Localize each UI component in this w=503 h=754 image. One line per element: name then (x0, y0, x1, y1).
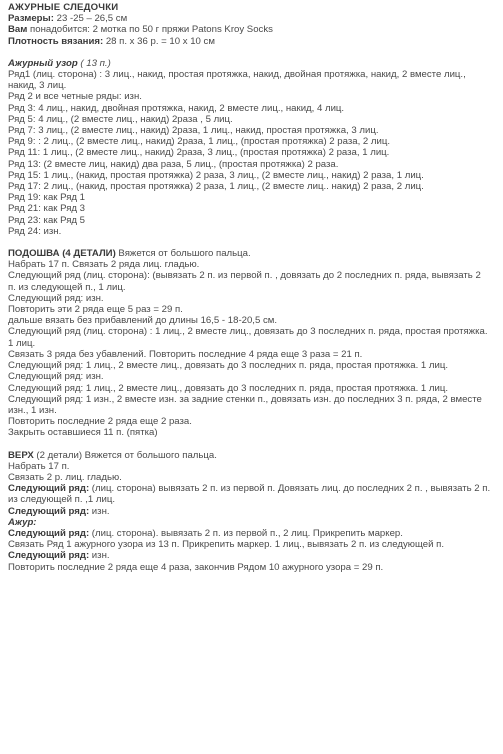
sole-heading (8, 248, 491, 259)
lace-line: Ряд 23: как Ряд 5 (8, 214, 86, 226)
lace-line: Ряд 5: 4 лиц., (2 вместе лиц., накид) 2раза , 5 лиц. (8, 113, 233, 125)
top-line: Связать Ряд 1 ажурного узора из 13 п. Прикрепить маркер. 1 лиц., вывязать 2 п. из следующей п. (8, 539, 445, 551)
spacer (8, 439, 491, 450)
lace-line: Ряд 7: 3 лиц., (2 вместе лиц., накид) 2раза, 1 лиц., накид, простая протяжка, 3 лиц. (8, 125, 379, 137)
sole-line: Следующий ряд (лиц. сторона): (вывязать 2 п. из первой п. , довязать до 2 последних п. ряда, вывязать 2 п. из следующей п., 1 лиц. (8, 270, 481, 293)
row-text: (лиц. сторона) вывязать 2 п. из первой п. Довязать лиц. до последних 2 п. , вывязать 2 п. из следующей п. ,1 лиц. (8, 483, 491, 506)
top-line: Связать 2 р. лиц. гладью. (8, 471, 122, 483)
sole-line: Повторить эти 2 ряда еще 5 раз = 29 п. (8, 304, 183, 316)
row-label: Следующий ряд: (8, 483, 90, 495)
top-last-line: Повторить последние 2 ряда еще 4 раза, закончив Рядом 10 ажурного узора = 29 п. (8, 561, 384, 573)
row-label: Следующий ряд: (8, 527, 90, 539)
document-title: АЖУРНЫЕ СЛЕДОЧКИ (8, 2, 119, 13)
top-row-1 (8, 483, 491, 505)
lace-line: Ряд 21: как Ряд 3 (8, 203, 86, 215)
lace-label: Ажур: (8, 516, 37, 528)
sole-line: Следующий ряд: изн. (8, 371, 104, 383)
lace-line: Ряд 19: как Ряд 1 (8, 192, 86, 204)
row-text: (лиц. сторона). вывязать 2 п. из первой п., 2 лиц. Прикрепить маркер. (89, 527, 403, 539)
lace-line: Ряд 15: 1 лиц., (накид, простая протяжка) 2 раза, 3 лиц., (2 вместе лиц., накид) 2 раза, 1 лиц. (8, 169, 424, 181)
sole-line: Следующий ряд (лиц. сторона) : 1 лиц., 2 вместе лиц., довязать до 3 последних п. ряда, простая протяжка. 1 лиц. (8, 326, 488, 349)
top-row-3 (8, 528, 491, 539)
top-heading-suffix: (2 детали) Вяжется от большого пальца. (33, 449, 217, 461)
spacer (8, 237, 491, 248)
row-label: Следующий ряд: (8, 550, 90, 562)
spec-value: понадобится: 2 мотка по 50 г пряжи Patons Kroy Socks (27, 24, 273, 36)
top-heading (8, 450, 491, 461)
top-heading-label: ВЕРХ (8, 449, 34, 461)
lace-line: Ряд 17: 2 лиц., (накид, простая протяжка) 2 раза, 1 лиц., (2 вместе лиц.. накид) 2 раза, 2 лиц. (8, 181, 424, 193)
sole-line: Связать 3 ряда без убавлений. Повторить последние 4 ряда еще 3 раза = 21 п. (8, 348, 363, 360)
lace-heading-suffix: ( 13 п.) (77, 57, 111, 69)
lace-heading (8, 58, 491, 69)
lace-line: Ряд 24: изн. (8, 225, 62, 237)
sole-heading-suffix: Вяжется от большого пальца. (115, 248, 251, 260)
top-lace-label (8, 517, 491, 528)
sole-heading-label: ПОДОШВА (4 ДЕТАЛИ) (8, 248, 116, 260)
sole-line: Следующий ряд: 1 изн., 2 вместе изн. за задние стенки п., довязать изн. до последних 3 п. ряда, 2 вместе изн., 1 изн. (8, 393, 482, 416)
spec-label: Вам (8, 24, 28, 36)
row-text: изн. (89, 505, 110, 517)
sole-line: дальше вязать без прибавлений до длины 16,5 - 18-20,5 см. (8, 315, 278, 327)
top-row-2 (8, 506, 491, 517)
lace-line: Ряд1 (лиц. сторона) : 3 лиц., накид, простая протяжка, накид, двойная протяжка, накид, 2 вместе лиц., накид, 3 лиц. (8, 69, 466, 92)
spec-value: 23 -25 – 26,5 см (53, 13, 128, 25)
sole-line: Следующий ряд: 1 лиц., 2 вместе лиц., довязать до 3 последних п. ряда, простая протяжка. 1 лиц. (8, 382, 449, 394)
row-label: Следующий ряд: (8, 505, 90, 517)
lace-line: Ряд 3: 4 лиц., накид, двойная протяжка, накид, 2 вместе лиц., накид, 4 лиц. (8, 102, 345, 114)
sole-line: Следующий ряд: 1 лиц., 2 вместе лиц., довязать до 3 последних п. ряда, простая протяжка. 1 лиц. (8, 360, 449, 372)
spec-gauge (8, 36, 491, 47)
spec-value: 28 п. х 36 р. = 10 х 10 см (103, 35, 215, 47)
spec-label: Размеры: (8, 13, 54, 25)
row-text: изн. (89, 550, 110, 562)
lace-heading-label: Ажурный узор (8, 57, 78, 69)
top-line: Набрать 17 п. (8, 460, 70, 472)
top-row-4 (8, 550, 491, 561)
sole-line: Следующий ряд: изн. (8, 292, 104, 304)
spec-materials (8, 24, 491, 35)
spacer (8, 47, 491, 58)
lace-line: Ряд 13: (2 вместе лиц, накид) два раза, 5 лиц., (простая протяжка) 2 раза. (8, 158, 339, 170)
lace-line: Ряд 2 и все четные ряды: изн. (8, 91, 142, 103)
sole-line: Повторить последние 2 ряда еще 2 раза. (8, 416, 192, 428)
lace-line: Ряд 9: : 2 лиц., (2 вместе лиц., накид) 2раза, 1 лиц., (простая протяжка) 2 раза, 2 лиц. (8, 136, 391, 148)
spec-size (8, 13, 491, 24)
sole-line: Набрать 17 п. Связать 2 ряда лиц. гладью. (8, 259, 200, 271)
sole-line: Закрыть оставшиеся 11 п. (пятка) (8, 427, 158, 439)
spec-label: Плотность вязания: (8, 35, 104, 47)
lace-line: Ряд 11: 1 лиц., (2 вместе лиц., накид) 2раза, 3 лиц., (простая протяжка) 2 раза, 1 лиц. (8, 147, 390, 159)
